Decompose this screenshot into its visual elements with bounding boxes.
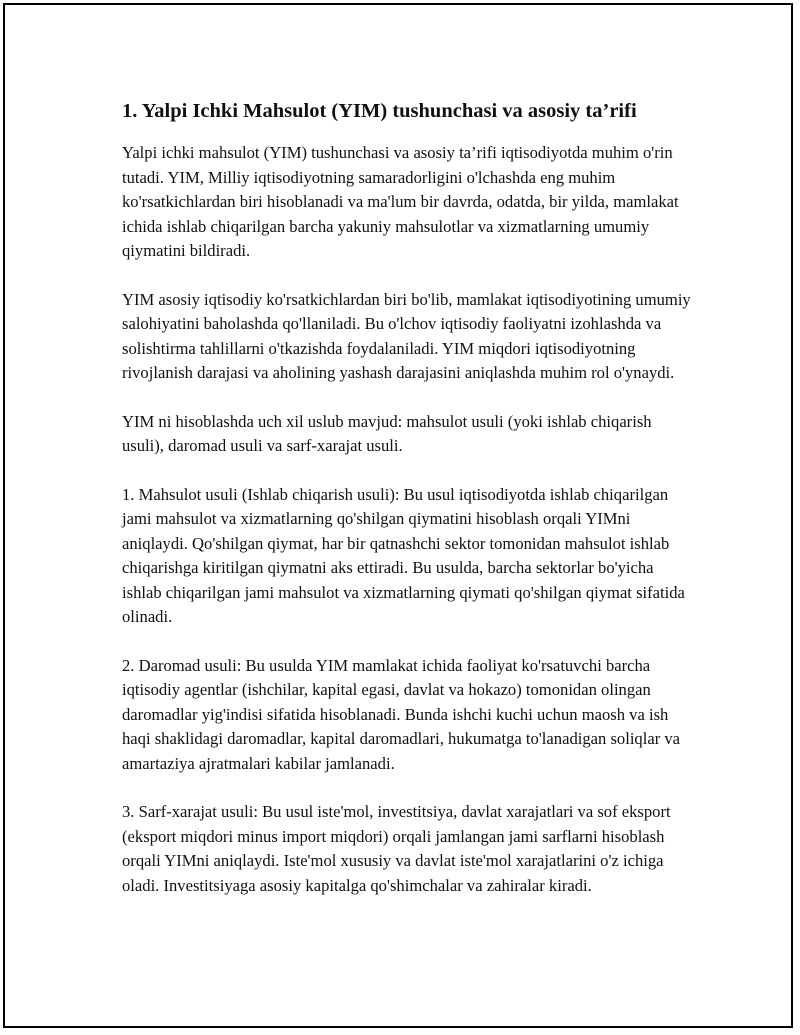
- section-heading: 1. Yalpi Ichki Mahsulot (YIM) tushunchasi va asosiy ta’rifi: [122, 100, 637, 122]
- paragraph-product-method: 1. Mahsulot usuli (Ishlab chiqarish usuli): Bu usul iqtisodiyotda ishlab chiqarilgan jami mahsulot va xizmatlarning qo'shilgan qiymatini hisoblash orqali YIMni aniqlaydi. Qo'shilgan qiymat, har bir qatnashchi sektor tomonidan mahsulot ishlab chiqarishga kiritilgan qiymatni aks ettiradi. Bu usulda, barcha sektorlar bo'yicha ishlab chiqarilgan jami mahsulot va xizmatlarning qiymati qo'shilgan qiymat sifatida olinadi.: [122, 484, 685, 626]
- paragraph-methods-overview: YIM ni hisoblashda uch xil uslub mavjud: mahsulot usuli (yoki ishlab chiqarish usuli), daromad usuli va sarf-xarajat usuli.: [122, 411, 652, 455]
- paragraph-income-method: 2. Daromad usuli: Bu usulda YIM mamlakat ichida faoliyat ko'rsatuvchi barcha iqtisodiy agentlar (ishchilar, kapital egasi, davlat va hokazo) tomonidan olingan daromadlar yig'indisi sifatida hisoblanadi. Bunda ishchi kuchi uchun maosh va ish haqi shaklidagi daromadlar, kapital daromadlari, hukumatga to'lanadigan soliqlar va amartaziya ajratmalari kabilar jamlanadi.: [122, 655, 681, 773]
- paragraph-importance: YIM asosiy iqtisodiy ko'rsatkichlardan biri bo'lib, mamlakat iqtisodiyotining umumiy salohiyatini baholashda qo'llaniladi. Bu o'lchov iqtisodiy faoliyatni izohlashda va solishtirma tahlillarni o'tkazishda foydalaniladi. YIM miqdori iqtisodiyotning rivojlanish darajasi va aholining yashash darajasini aniqlashda muhim rol o'ynaydi.: [122, 289, 691, 382]
- document-body: [122, 98, 697, 922]
- document-page: [3, 3, 793, 1028]
- paragraph-intro: Yalpi ichki mahsulot (YIM) tushunchasi va asosiy ta’rifi iqtisodiyotda muhim o'rin tutadi. YIM, Milliy iqtisodiyotning samaradorligini o'lchashda eng muhim ko'rsatkichlardan biri hisoblanadi va ma'lum bir davrda, odatda, bir yilda, mamlakat ichida ishlab chiqarilgan barcha yakuniy mahsulotlar va xizmatlarning umumiy qiymatini bildiradi.: [122, 143, 679, 260]
- paragraph-expenditure-method: 3. Sarf-xarajat usuli: Bu usul iste'mol, investitsiya, davlat xarajatlari va sof eksport (eksport miqdori minus import miqdori) orqali jamlangan jami sarflarni hisoblash orqali YIMni aniqlaydi. Iste'mol xususiy va davlat iste'mol xarajatlarini o'z ichiga oladi. Investitsiyaga asosiy kapitalga qo'shimchalar va zahiralar kiradi.: [122, 802, 671, 895]
